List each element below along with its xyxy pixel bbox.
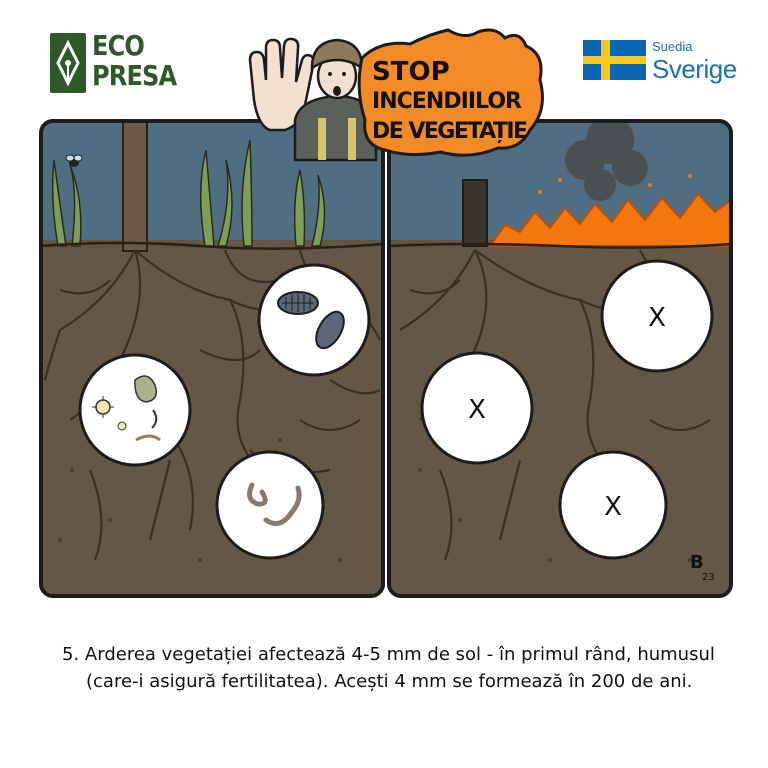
sweden-label-small: Suedia [652,39,693,54]
woodlice-icon [259,265,369,375]
microorganisms-icon [80,355,190,465]
signature-letter: B [690,552,704,573]
signature-year: 23 [702,572,715,583]
banner-line-2: INCENDIILOR [372,89,522,114]
caption-number: 5. [62,644,80,665]
caption [62,641,756,695]
banner-line-1: STOP [372,57,450,87]
banner-line-3: DE VEGETAȚIE [372,119,528,144]
cross-mark-1: X [648,303,666,333]
sweden-label-big: Sverige [652,54,737,84]
left-panel [41,121,383,600]
cross-mark-2: X [468,395,486,425]
logo-line-1: ECO [92,29,145,62]
earthworms-icon [217,452,323,558]
cross-mark-3: X [604,492,622,522]
caption-text: Arderea vegetației afectează 4-5 mm de sol - în primul rând, humusul (care-i asigură fertilitatea). Acești 4 mm se formează în 200 de ani. [84,644,715,692]
stop-fires-banner [359,30,542,155]
logo-line-2: PRESA [92,59,177,92]
right-panel [389,116,731,600]
